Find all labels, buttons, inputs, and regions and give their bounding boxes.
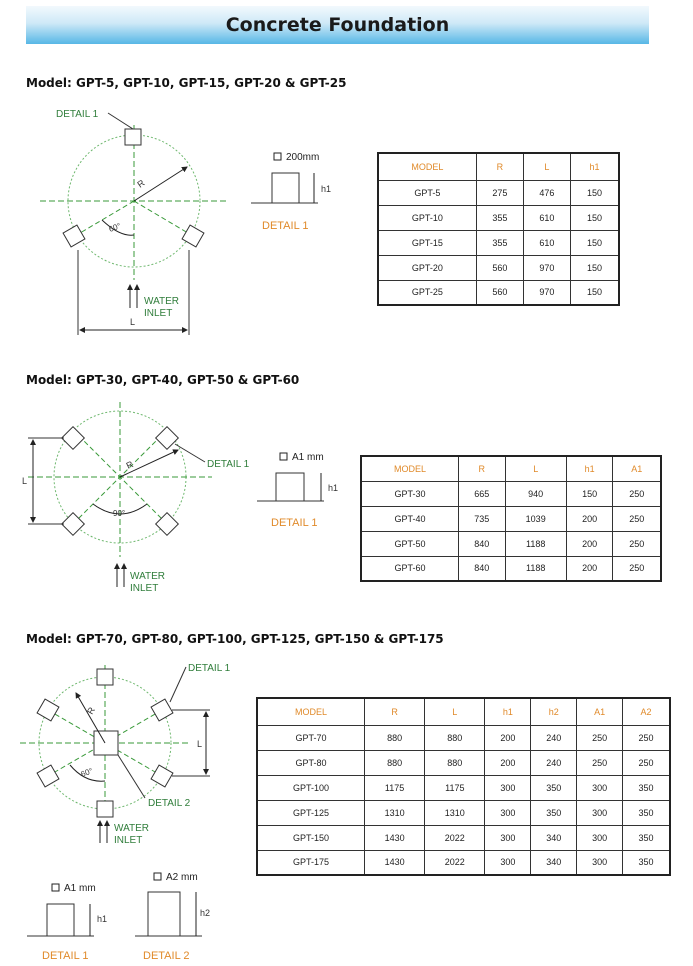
col-header: h1 [570,153,619,180]
section-3-heading: Model: GPT-70, GPT-80, GPT-100, GPT-125, GPT-150 & GPT-175 [26,632,444,646]
table-cell: 250 [613,506,661,531]
table-row [257,775,670,800]
table-row [378,205,619,230]
table-row [257,750,670,775]
square-symbol-icon [280,453,287,460]
height-label: h2 [200,908,211,918]
table-cell: 610 [523,205,570,230]
height-label: h1 [321,184,332,194]
table-cell: GPT-70 [257,725,364,750]
table-cell: 350 [531,800,577,825]
pad-bottom [97,801,113,817]
table-cell: 250 [577,725,623,750]
table-cell: 350 [531,775,577,800]
table-cell: 476 [523,180,570,205]
table-cell: GPT-100 [257,775,364,800]
table-cell: 150 [570,255,619,280]
table-cell: 300 [577,800,623,825]
table-cell: 300 [485,800,531,825]
inlet-label: INLET [130,583,159,594]
table-cell: 250 [577,750,623,775]
table-row [361,556,661,581]
table-cell: 150 [570,280,619,305]
table-cell: 240 [531,750,577,775]
angle-label: 90° [113,509,126,518]
table-cell: 1310 [425,800,485,825]
table-cell: 200 [566,556,613,581]
detail-1-label: DETAIL 1 [207,459,250,470]
table-cell: 250 [623,750,670,775]
col-header: R [458,456,505,481]
table-cell: 350 [623,800,670,825]
table-cell: 200 [566,506,613,531]
table-cell: 1188 [505,556,566,581]
height-label: h1 [97,914,108,924]
detail-size-label: A2 mm [166,872,198,883]
col-header: h1 [485,698,531,725]
table-row [361,506,661,531]
table-row [257,825,670,850]
table-cell: 150 [570,180,619,205]
table-cell: GPT-30 [361,481,458,506]
detail-caption: DETAIL 1 [42,950,89,962]
table-cell: 610 [523,230,570,255]
table-cell: 2022 [425,850,485,875]
table-cell: 340 [531,850,577,875]
detail-2-label: DETAIL 2 [148,798,191,809]
detail-caption: DETAIL 1 [262,220,309,232]
table-cell: 355 [476,230,523,255]
diag-line-right [134,201,193,236]
section-3-detail-1 [22,870,122,962]
table-cell: 300 [577,825,623,850]
pad-top [125,129,141,145]
pad-elevation [272,173,299,203]
col-header: h1 [566,456,613,481]
section-3-spec-table [256,697,671,876]
detail-1-label: DETAIL 1 [56,109,99,120]
pad-top-right [156,427,179,450]
col-header: L [523,153,570,180]
col-header: L [505,456,566,481]
table-cell: 1175 [364,775,424,800]
length-label: L [22,476,28,486]
pad-bottom-left [37,765,59,787]
table-cell: 150 [570,205,619,230]
table-cell: GPT-20 [378,255,476,280]
table-row [378,280,619,305]
radius-label: R [135,177,147,190]
table-cell: 340 [531,825,577,850]
col-header: A2 [623,698,670,725]
table-cell: 880 [425,750,485,775]
table-row [378,180,619,205]
table-row [257,800,670,825]
table-cell: 275 [476,180,523,205]
table-cell: 250 [613,531,661,556]
square-symbol-icon [52,884,59,891]
length-label: L [130,317,136,327]
angle-label: 60° [107,221,123,234]
table-cell: 1039 [505,506,566,531]
center-pad [94,731,118,755]
table-cell: 250 [613,481,661,506]
angle-label: 60° [79,766,95,779]
col-header: R [364,698,424,725]
table-cell: 880 [364,750,424,775]
table-cell: 560 [476,255,523,280]
section-1-detail-1 [248,148,348,238]
detail-size-label: A1 mm [292,452,324,463]
table-cell: GPT-15 [378,230,476,255]
detail-size-label: 200mm [286,152,320,163]
section-3-detail-2 [130,864,230,962]
table-cell: 1188 [505,531,566,556]
col-header: L [425,698,485,725]
section-2-spec-table [360,455,662,582]
radius-label: R [85,705,97,716]
detail-1-leader [170,667,186,702]
table-cell: GPT-125 [257,800,364,825]
table-cell: 200 [566,531,613,556]
col-header: A1 [613,456,661,481]
table-cell: 1175 [425,775,485,800]
square-symbol-icon [274,153,281,160]
detail-2-leader [118,755,145,798]
pad-top-left [37,699,59,721]
table-cell: 350 [623,825,670,850]
table-cell: 880 [364,725,424,750]
section-3-plan-diagram [0,655,260,855]
table-cell: 970 [523,255,570,280]
table-row [361,481,661,506]
table-cell: 940 [505,481,566,506]
detail-caption: DETAIL 1 [271,517,318,529]
pad-bottom-right [151,765,173,787]
table-cell: 2022 [425,825,485,850]
inlet-label: INLET [114,835,143,846]
table-cell: 735 [458,506,505,531]
height-label: h1 [328,483,339,493]
pad-left [63,225,85,247]
table-row [378,255,619,280]
water-label: WATER [144,296,179,307]
diag-line-left [75,201,134,236]
table-cell: 250 [613,556,661,581]
table-cell: 200 [485,750,531,775]
title-banner [26,6,649,44]
col-header: h2 [531,698,577,725]
table-cell: 840 [458,531,505,556]
detail-caption: DETAIL 2 [143,950,190,962]
table-cell: GPT-175 [257,850,364,875]
table-cell: 300 [577,775,623,800]
table-cell: 300 [485,850,531,875]
pad-elevation [47,904,74,936]
pad-elevation [148,892,180,936]
pad-top-left [62,427,85,450]
table-cell: 350 [623,850,670,875]
inlet-label: INLET [144,308,173,319]
radius-arrow [76,693,105,743]
table-cell: 1430 [364,825,424,850]
table-cell: GPT-50 [361,531,458,556]
pad-elevation [276,473,304,501]
table-cell: 300 [485,775,531,800]
table-cell: 300 [485,825,531,850]
table-cell: 150 [570,230,619,255]
table-cell: 150 [566,481,613,506]
table-cell: 350 [623,775,670,800]
table-cell: 1430 [364,850,424,875]
detail-leader [108,113,133,129]
table-cell: 665 [458,481,505,506]
table-cell: 1310 [364,800,424,825]
table-cell: 355 [476,205,523,230]
section-1-spec-table [377,152,620,306]
table-cell: 970 [523,280,570,305]
water-label: WATER [130,571,165,582]
detail-1-label: DETAIL 1 [188,663,231,674]
table-cell: GPT-5 [378,180,476,205]
page-title: Concrete Foundation [225,14,450,36]
pad-top [97,669,113,685]
table-cell: GPT-10 [378,205,476,230]
detail-size-label: A1 mm [64,883,96,894]
table-row [257,850,670,875]
table-row [361,531,661,556]
pad-right [182,225,204,247]
table-row [257,725,670,750]
col-header: MODEL [257,698,364,725]
table-cell: GPT-60 [361,556,458,581]
table-cell: GPT-80 [257,750,364,775]
square-symbol-icon [154,873,161,880]
table-cell: 300 [577,850,623,875]
section-1-heading: Model: GPT-5, GPT-10, GPT-15, GPT-20 & GPT-25 [26,76,347,90]
section-2-detail-1 [252,445,352,535]
detail-leader [175,444,205,462]
length-label: L [197,739,203,749]
table-cell: 840 [458,556,505,581]
table-cell: 240 [531,725,577,750]
col-header: R [476,153,523,180]
table-cell: 560 [476,280,523,305]
radius-label: R [124,459,135,471]
pad-top-right [151,699,173,721]
col-header: MODEL [361,456,458,481]
col-header: A1 [577,698,623,725]
section-2-heading: Model: GPT-30, GPT-40, GPT-50 & GPT-60 [26,373,300,387]
table-cell: 250 [623,725,670,750]
table-cell: 880 [425,725,485,750]
table-cell: GPT-150 [257,825,364,850]
table-cell: GPT-40 [361,506,458,531]
table-row [378,230,619,255]
table-cell: GPT-25 [378,280,476,305]
table-cell: 200 [485,725,531,750]
water-label: WATER [114,823,149,834]
col-header: MODEL [378,153,476,180]
